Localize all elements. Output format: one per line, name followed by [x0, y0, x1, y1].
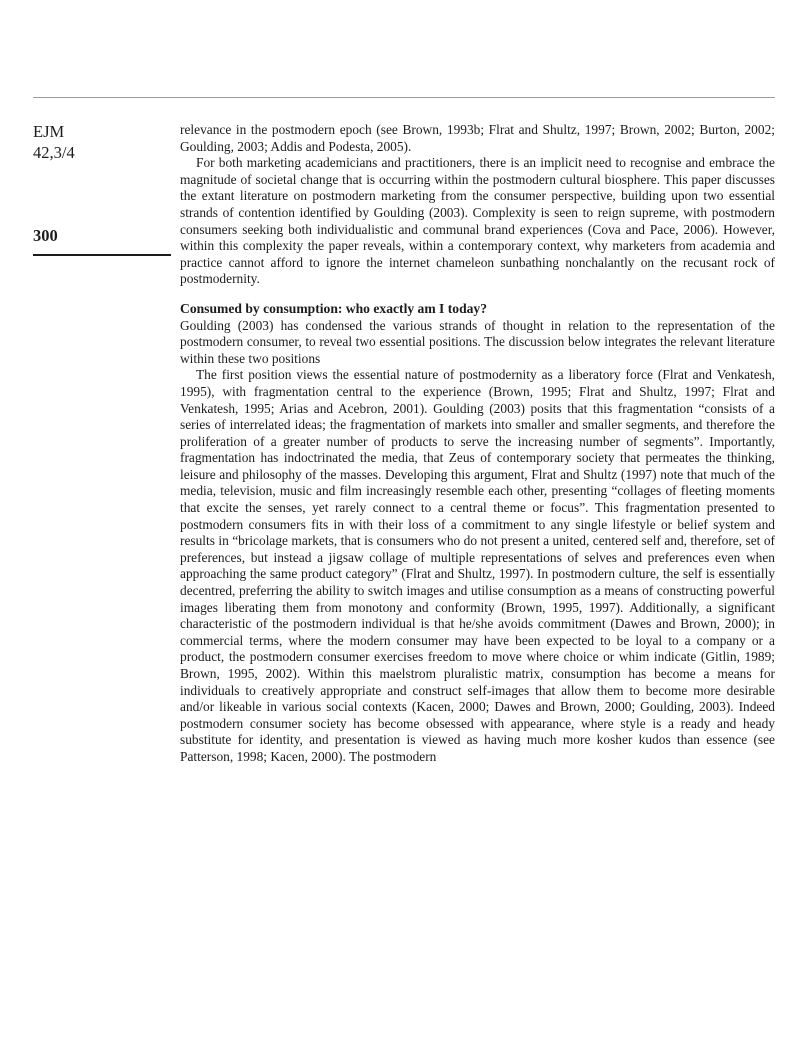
page-number-rule — [33, 254, 171, 256]
section-heading: Consumed by consumption: who exactly am I today? — [180, 300, 488, 316]
paragraph: The first position views the essential nature of postmodernity as a liberatory force (Flrat and Venkatesh, 1995), with fragmentation central to the experience (Brown, 1995; Flrat and Shultz, 1997; Flrat and Venkatesh, 1995; Arias and Acebron, 2001). Goulding (2003) posits that this fragmentation “consists of a series of interrelated ideas; the fragmentation of markets into smaller and smaller segments, and therefore the proliferation of a greater number of products to serve the increasing number of segments”. Importantly, fragmentation has indoctrinated the media, that Zeus of contemporary society that permeates the thinking, leisure and philosophy of the masses. Developing this argument, Flrat and Shultz (1997) note that much of the media, television, music and film increasingly resemble each other, presenting “collages of fleeting moments that excite the senses, yet rarely connect to a central theme or focus”. This fragmentation presented to postmodern consumers fits in with their loss of a commitment to any single lifestyle or belief system and results in “bricolage markets, that is consumers who do not present a united, centered self and, therefore, set of preferences, but instead a jigsaw collage of multiple representations of selves and preferences even when approaching the same product category” (Flrat and Shultz, 1997). In postmodern culture, the self is essentially decentred, preferring the ability to switch images and utilise consumption as a means of constructing powerful images liberating them from monotony and conformity (Brown, 1995, 1997). Additionally, a significant characteristic of the postmodern individual is that he/she avoids commitment (Dawes and Brown, 2000); in commercial terms, where the modern consumer may have been expected to be loyal to a company or a product, the postmodern consumer exercises freedom to move where choice or whim indicate (Gitlin, 1989; Brown, 1995, 2002). Within this maelstrom pluralistic matrix, consumption has become a means for individuals to creatively appropriate and construct self-images that allow them to become more desirable and/or likeable in various social contexts (Kacen, 2000; Dawes and Brown, 2000; Goulding, 2003). Indeed postmodern consumer society has become obsessed with appearance, where style is a ready and heady substitute for identity, and presentation is viewed as having much more kosher kudos than essence (see Patterson, 1998; Kacen, 2000). The postmodern — [180, 367, 775, 764]
journal-issue: 42,3/4 — [33, 143, 75, 162]
header-rule — [33, 97, 775, 98]
paragraph: Goulding (2003) has condensed the various strands of thought in relation to the representation of the postmodern consumer, to reveal two essential positions. The discussion below integrates the relevant literature within these two positions — [180, 317, 775, 366]
article-body — [180, 122, 775, 766]
journal-code: EJM — [33, 122, 65, 141]
paragraph: For both marketing academicians and practitioners, there is an implicit need to recognise and embrace the magnitude of societal change that is occurring within the postmodern cultural biosphere. This paper discusses the extant literature on postmodern marketing from the consumer perspective, building upon two essential strands of contention identified by Goulding (2003). Complexity is seen to reign supreme, with postmodern consumers seeking both individualistic and communal brand experiences (Cova and Pace, 2006). However, within this complexity the paper reveals, within a contemporary context, why marketers from academia and practice cannot afford to ignore the internet chameleon sunbathing nonchalantly on the recusant rock of postmodernity. — [180, 155, 775, 287]
page-number: 300 — [33, 226, 58, 245]
paragraph: relevance in the postmodern epoch (see Brown, 1993b; Flrat and Shultz, 1997; Brown, 2002; Burton, 2002; Goulding, 2003; Addis and Podesta, 2005). — [180, 122, 775, 154]
journal-header — [33, 121, 173, 163]
